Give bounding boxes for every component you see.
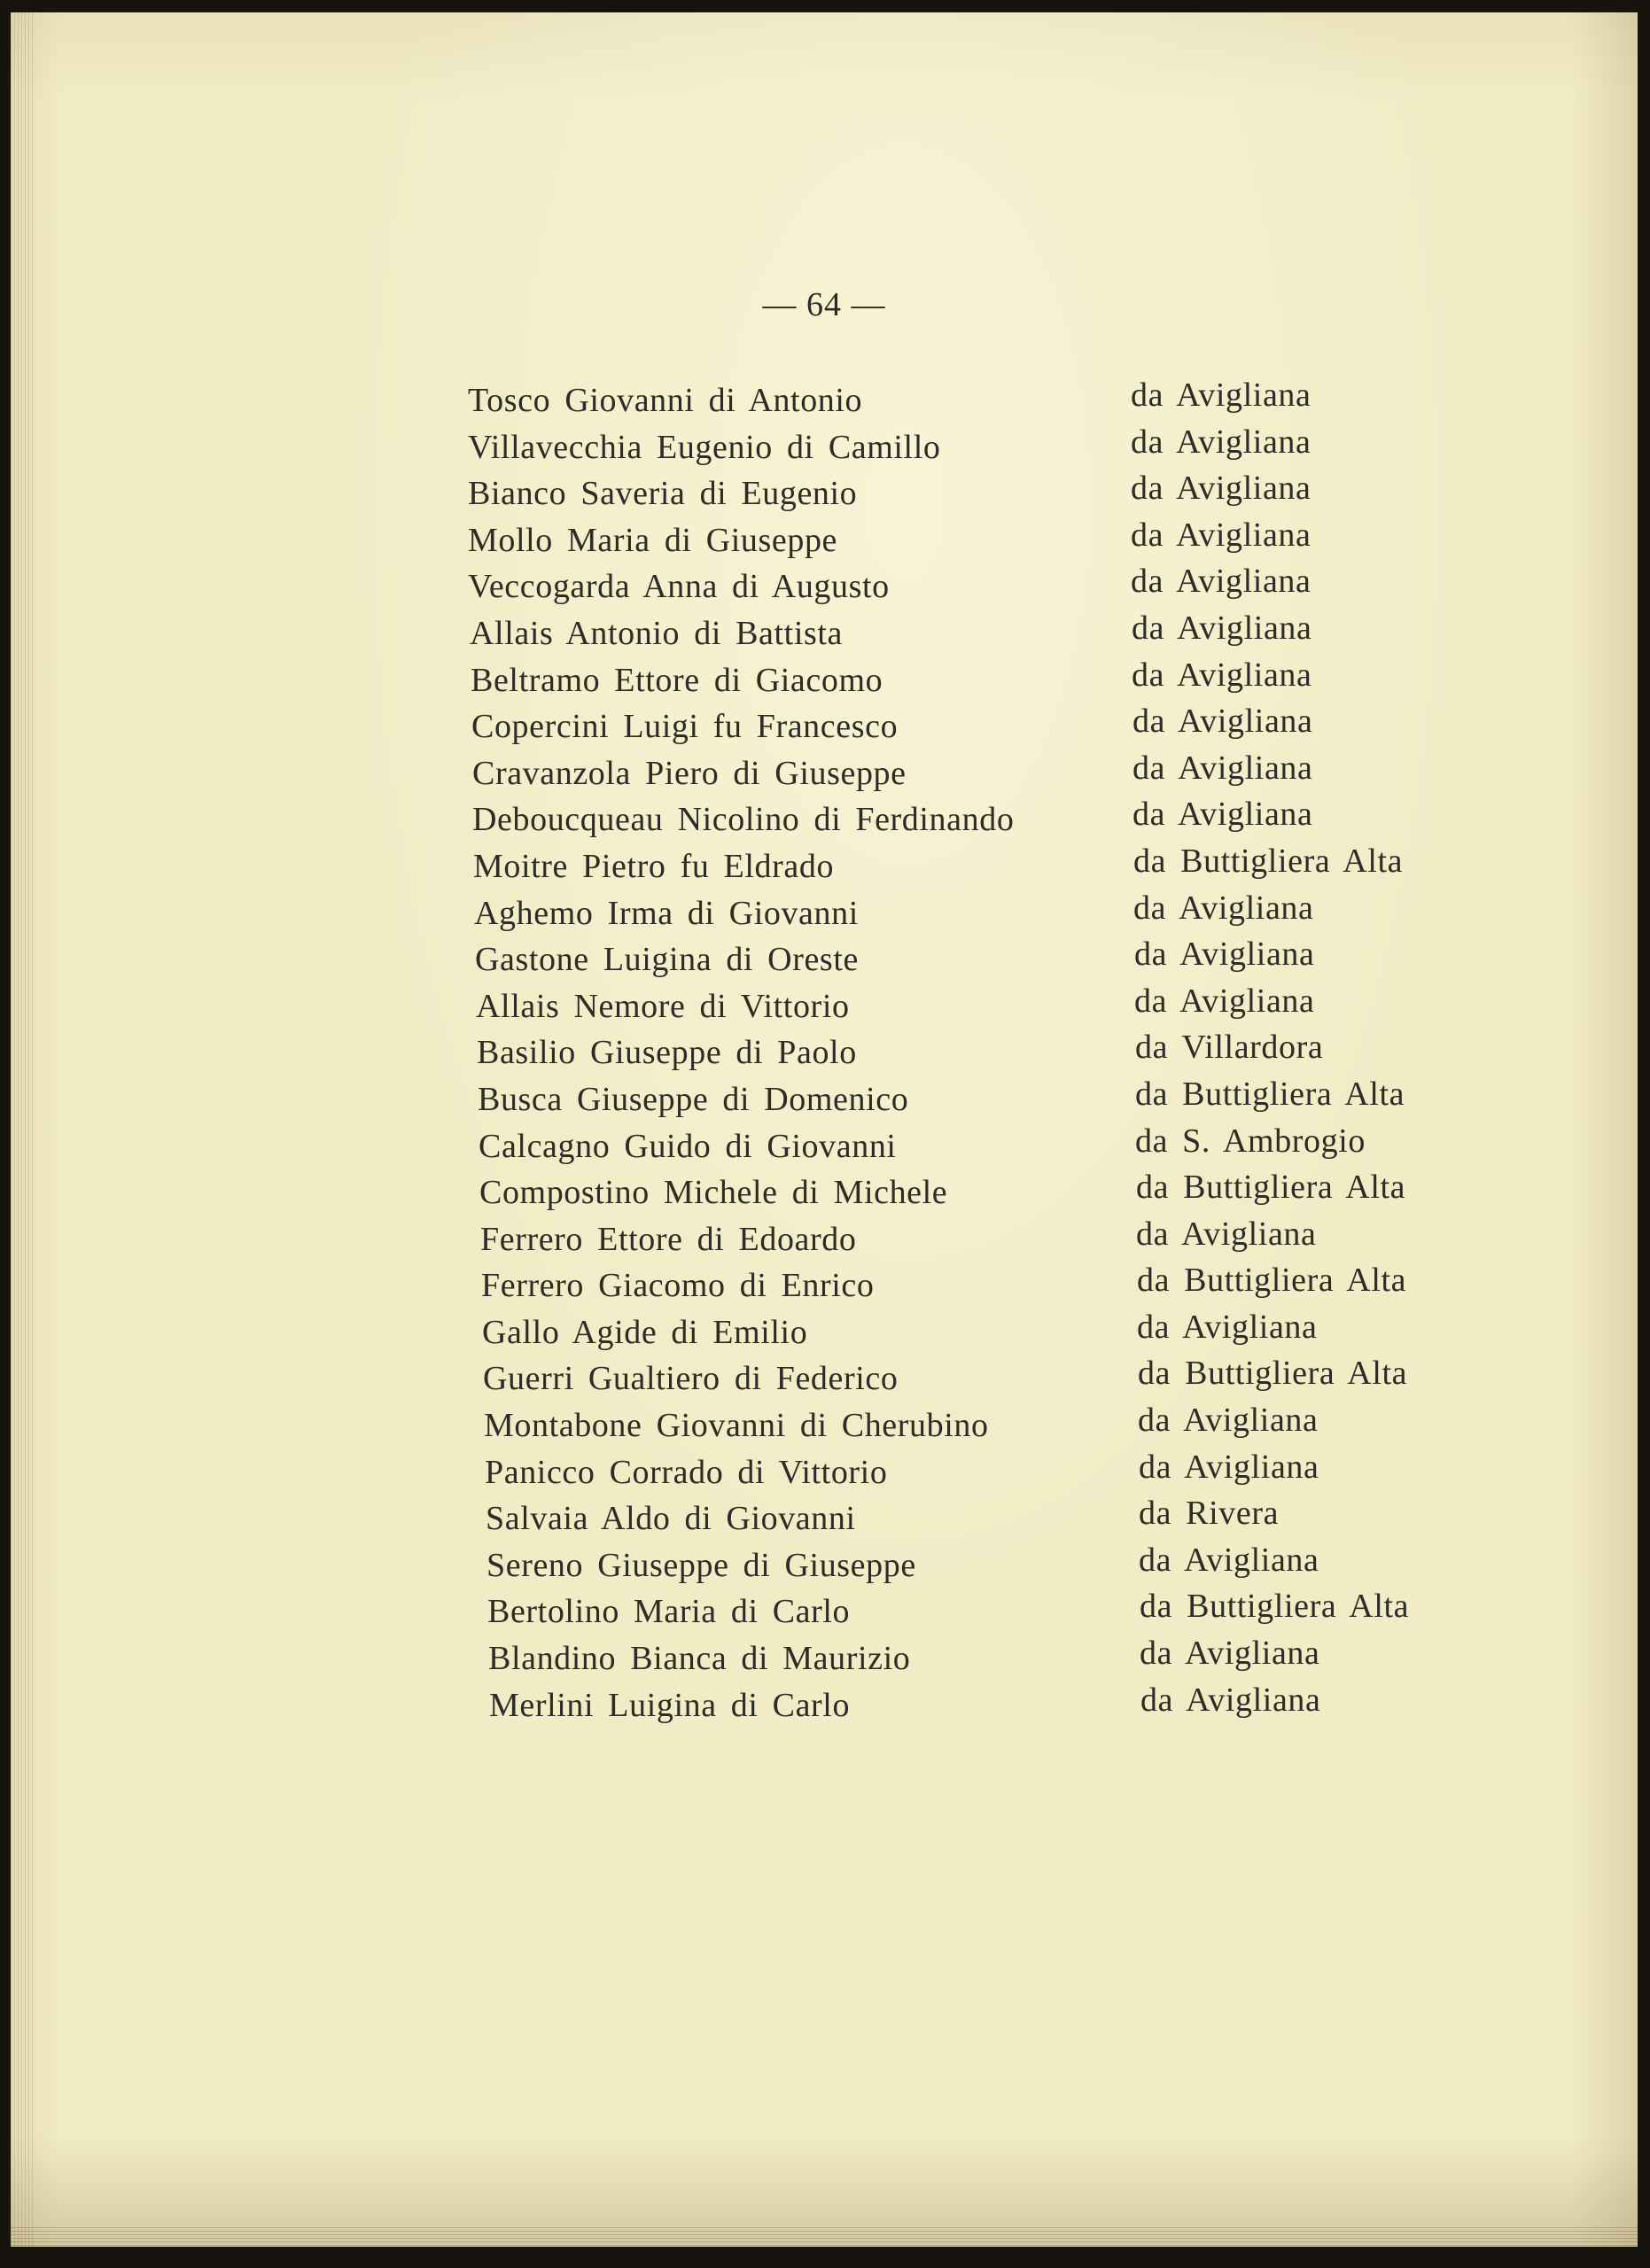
person-origin: da Avigliana: [1136, 1215, 1317, 1253]
person-name: Gastone Luigina di Oreste: [475, 941, 859, 979]
list-item: [11, 1542, 1638, 1589]
book-page: [11, 12, 1638, 2247]
person-name: Mollo Maria di Giuseppe: [468, 521, 838, 559]
list-item: [11, 936, 1638, 983]
list-item: [11, 1076, 1638, 1123]
person-origin: da Avigliana: [1132, 749, 1313, 787]
list-item: [11, 517, 1638, 564]
person-name: Guerri Gualtiero di Federico: [483, 1360, 899, 1398]
person-name: Montabone Giovanni di Cherubino: [484, 1407, 989, 1445]
list-item: [11, 1495, 1638, 1542]
list-item: [11, 983, 1638, 1030]
person-origin: da Avigliana: [1131, 377, 1311, 414]
person-origin: da Rivera: [1139, 1495, 1280, 1533]
list-item: [11, 1682, 1638, 1729]
list-item: [11, 657, 1638, 704]
list-item: [11, 470, 1638, 517]
list-item: [11, 610, 1638, 657]
person-name: Moitre Pietro fu Eldrado: [473, 847, 835, 885]
person-origin: da Avigliana: [1131, 563, 1311, 601]
person-name: Villavecchia Eugenio di Camillo: [468, 428, 941, 466]
person-name: Bianco Saveria di Eugenio: [468, 475, 858, 513]
person-name: Veccogarda Anna di Augusto: [468, 568, 890, 606]
person-name: Beltramo Ettore di Giacomo: [471, 661, 883, 699]
person-name: Blandino Bianca di Maurizio: [488, 1640, 911, 1678]
person-name: Deboucqueau Nicolino di Ferdinando: [472, 801, 1015, 839]
person-name: Aghemo Irma di Giovanni: [474, 894, 859, 932]
person-name: Calcagno Guido di Giovanni: [479, 1127, 897, 1165]
person-name: Panicco Corrado di Vittorio: [485, 1453, 888, 1491]
list-item: [11, 890, 1638, 937]
list-item: [11, 843, 1638, 890]
page-number: — 64 —: [762, 286, 886, 323]
person-origin: da Buttigliera Alta: [1135, 1075, 1405, 1113]
person-origin: da Avigliana: [1139, 1541, 1319, 1579]
person-name: Tosco Giovanni di Antonio: [468, 382, 863, 419]
person-name: Ferrero Ettore di Edoardo: [480, 1220, 857, 1258]
list-item: [11, 377, 1638, 424]
person-name: Cravanzola Piero di Giuseppe: [472, 754, 907, 792]
person-origin: da Buttigliera Alta: [1140, 1588, 1410, 1626]
person-origin: da Avigliana: [1134, 982, 1315, 1020]
list-item: [11, 750, 1638, 797]
person-name: Gallo Agide di Emilio: [482, 1313, 808, 1351]
person-origin: da Avigliana: [1133, 889, 1314, 927]
person-name: Compostino Michele di Michele: [479, 1174, 948, 1212]
person-origin: da Avigliana: [1132, 703, 1313, 741]
list-item: [11, 1169, 1638, 1216]
person-name: Salvaia Aldo di Giovanni: [486, 1500, 856, 1538]
list-item: [11, 1262, 1638, 1309]
list-item: [11, 703, 1638, 750]
list-item: [11, 1355, 1638, 1402]
person-origin: da Avigliana: [1138, 1402, 1319, 1440]
person-name: Basilio Giuseppe di Paolo: [477, 1034, 857, 1072]
person-origin: da Avigliana: [1131, 423, 1311, 461]
list-item: [11, 1449, 1638, 1496]
person-name: Ferrero Giacomo di Enrico: [481, 1267, 875, 1305]
list-item: [11, 424, 1638, 471]
person-name: Allais Nemore di Vittorio: [476, 987, 850, 1025]
name-list: [11, 377, 1638, 1728]
list-item: [11, 1029, 1638, 1076]
page-edge-bottom: [11, 2227, 1638, 2247]
person-origin: da Buttigliera Alta: [1133, 842, 1404, 880]
person-origin: da Avigliana: [1140, 1635, 1320, 1673]
person-name: Bertolino Maria di Carlo: [487, 1593, 851, 1631]
person-origin: da Buttigliera Alta: [1137, 1262, 1407, 1300]
person-origin: da Avigliana: [1132, 656, 1312, 694]
person-name: Sereno Giuseppe di Giuseppe: [486, 1546, 916, 1584]
person-name: Allais Antonio di Battista: [470, 614, 843, 652]
person-origin: da S. Ambrogio: [1135, 1122, 1366, 1160]
person-name: Merlini Luigina di Carlo: [489, 1686, 851, 1724]
list-item: [11, 1588, 1638, 1635]
list-item: [11, 1123, 1638, 1170]
list-item: [11, 796, 1638, 843]
person-origin: da Avigliana: [1132, 609, 1312, 647]
person-origin: da Avigliana: [1140, 1681, 1321, 1719]
person-origin: da Avigliana: [1131, 470, 1311, 508]
person-origin: da Avigliana: [1132, 796, 1313, 834]
person-origin: da Avigliana: [1131, 516, 1311, 554]
person-origin: da Villardora: [1135, 1029, 1324, 1067]
list-item: [11, 1309, 1638, 1356]
list-item: [11, 1635, 1638, 1682]
person-origin: da Avigliana: [1137, 1308, 1318, 1346]
list-item: [11, 1402, 1638, 1449]
list-item: [11, 1216, 1638, 1263]
person-origin: da Avigliana: [1139, 1448, 1319, 1486]
person-origin: da Buttigliera Alta: [1138, 1355, 1408, 1393]
person-name: Busca Giuseppe di Domenico: [478, 1080, 909, 1118]
person-origin: da Avigliana: [1134, 936, 1315, 974]
person-name: Copercini Luigi fu Francesco: [471, 708, 899, 746]
list-item: [11, 563, 1638, 610]
person-origin: da Buttigliera Alta: [1136, 1169, 1406, 1207]
